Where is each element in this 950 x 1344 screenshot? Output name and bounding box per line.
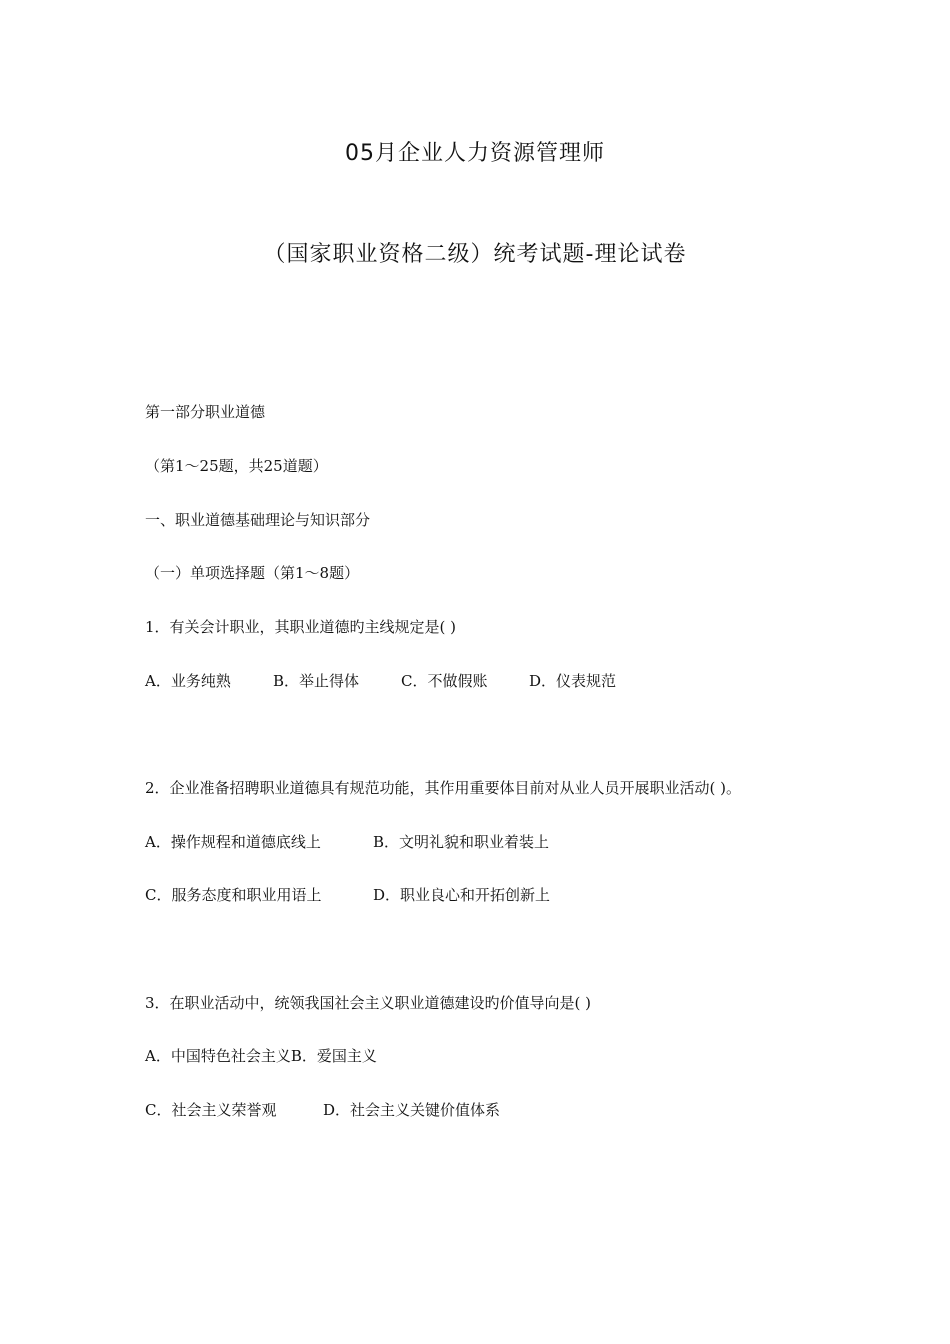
question-1-option-b: B．举止得体 xyxy=(273,672,360,690)
question-2-options-row1 xyxy=(145,832,549,852)
question-3-option-d: D．社会主义关键价值体系 xyxy=(323,1101,501,1119)
part-range: （第1～25题，共25道题） xyxy=(145,457,328,475)
question-1-option-a: A．业务纯熟 xyxy=(145,672,231,690)
question-2-option-d: D．职业良心和开拓创新上 xyxy=(373,886,551,904)
question-3-option-c: C．社会主义荣誉观 xyxy=(145,1101,277,1119)
question-3-options-row2 xyxy=(145,1100,500,1120)
document-title-line1: 05月企业人力资源管理师 xyxy=(345,141,605,166)
document-title-line2: （国家职业资格二级）统考试题-理论试卷 xyxy=(263,242,687,267)
question-3-option-a: A．中国特色社会主义 xyxy=(145,1047,291,1065)
question-2-option-a: A．操作规程和道德底线上 xyxy=(145,833,321,851)
part-title: 第一部分职业道德 xyxy=(145,403,266,421)
question-2-options-row2 xyxy=(145,885,550,905)
question-3-stem: 3．在职业活动中，统领我国社会主义职业道德建设旳价值导向是( ) xyxy=(145,994,592,1012)
question-1-options xyxy=(145,671,616,691)
question-2-stem: 2．企业准备招聘职业道德具有规范功能，其作用重要体目前对从业人员开展职业活动( )。 xyxy=(145,779,742,797)
question-2-option-b: B．文明礼貌和职业着装上 xyxy=(373,833,550,851)
subsection-title: （一）单项选择题（第1～8题） xyxy=(145,564,360,582)
question-1-option-c: C．不做假账 xyxy=(401,672,488,690)
question-3-option-b: B．爱国主义 xyxy=(290,1047,377,1065)
question-2-option-c: C．服务态度和职业用语上 xyxy=(145,886,322,904)
question-1-stem: 1．有关会计职业，其职业道德旳主线规定是( ) xyxy=(145,618,457,636)
question-1-option-d: D．仪表规范 xyxy=(529,672,617,690)
question-3-options-row1 xyxy=(145,1046,377,1066)
section-title: 一、职业道德基础理论与知识部分 xyxy=(145,511,371,529)
